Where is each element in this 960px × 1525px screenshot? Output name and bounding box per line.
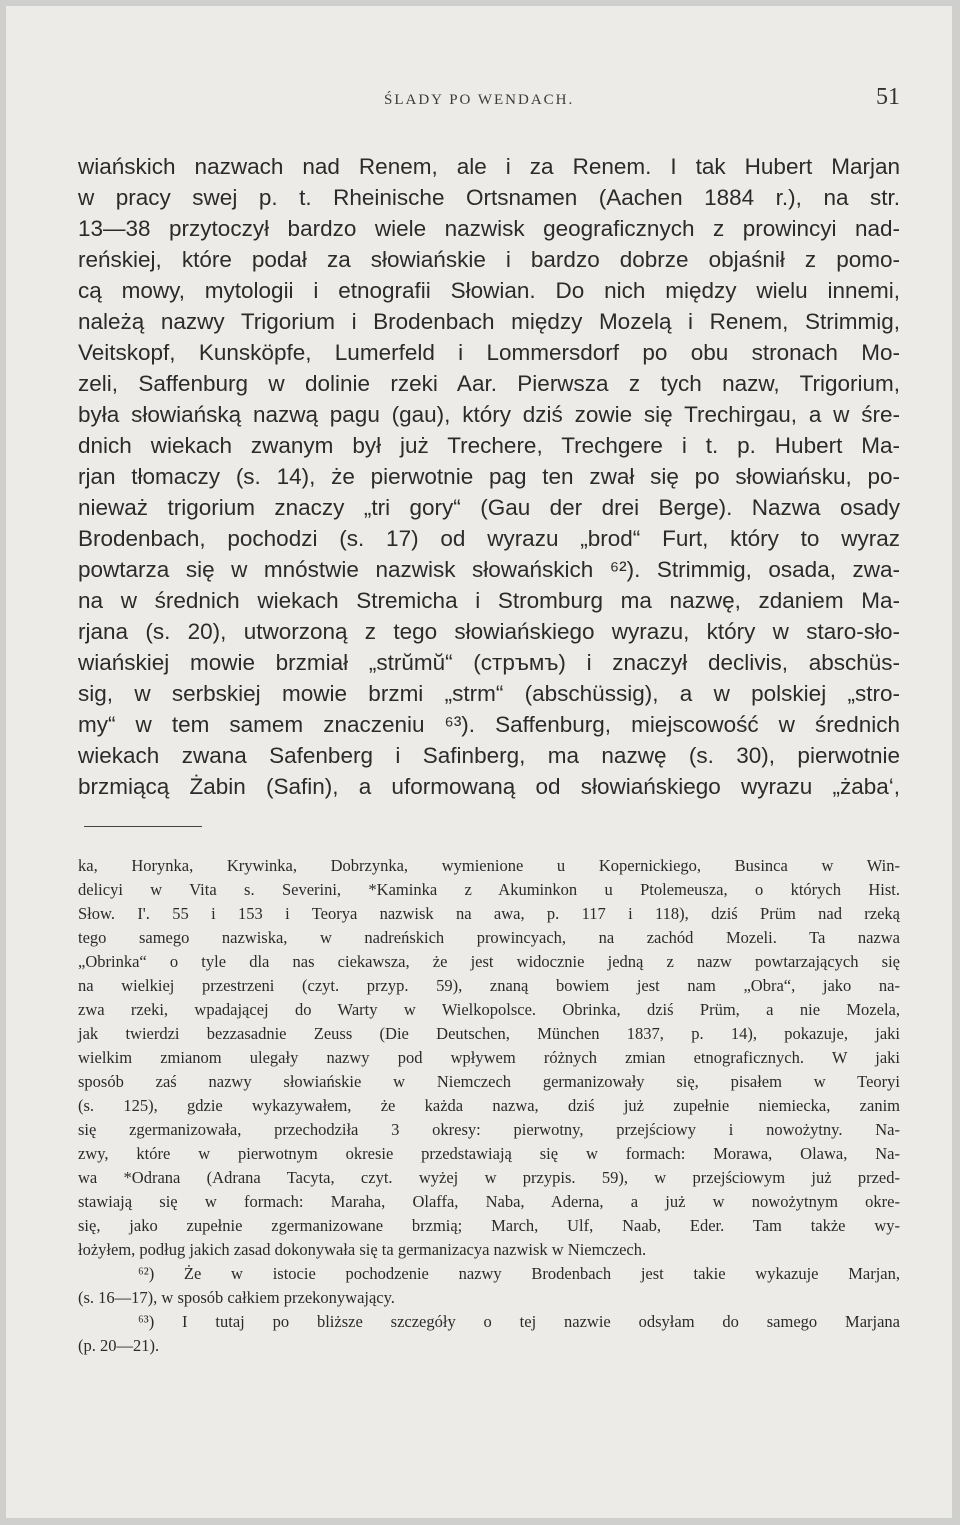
text-line: brzmiącą Żabin (Safin), a uformowaną od słowiańskiego wyrazu „żaba‘,: [78, 774, 900, 799]
footnote-63: ⁶³) I tutaj po bliższe szczegóły o tej nazwie odsyłam do samego Marjana: [138, 1312, 900, 1331]
footnote-line: jak twierdzi bezzasadnie Zeuss (Die Deutschen, München 1837, p. 14), pokazuje, jaki: [78, 1024, 900, 1043]
running-head: [6, 84, 952, 114]
text-line: rjan tłomaczy (s. 14), że pierwotnie pag ten zwał się po słowiańsku, po-: [78, 464, 900, 489]
text-line: cą mowy, mytologii i etnografii Słowian. Do nich między wielu innemi,: [78, 278, 900, 303]
text-line: była słowiańską nazwą pagu (gau), który dziś zowie się Trechirgau, a w śre-: [78, 402, 900, 427]
footnote-line: tego samego nazwiska, w nadreńskich prowincyach, na zachód Mozeli. Ta nazwa: [78, 928, 900, 947]
text-line: reńskiej, które podał za słowiańskie i bardzo dobrze objaśnił z pomo-: [78, 247, 900, 272]
footnote-line: stawiają się w formach: Maraha, Olaffa, Naba, Aderna, a już w nowożytnym okre-: [78, 1192, 900, 1211]
footnote-line: delicyi w Vita s. Severini, *Kaminka z Akuminkon u Ptolemeusza, o których Hist.: [78, 880, 900, 899]
text-line: zeli, Saffenburg w dolinie rzeki Aar. Pierwsza z tych nazw, Trigorium,: [78, 371, 900, 396]
footnote-line: wielkim zmianom ulegały nazwy pod wpływem różnych zmian etnograficznych. W jaki: [78, 1048, 900, 1067]
text-line: Brodenbach, pochodzi (s. 17) od wyrazu „brod“ Furt, który to wyraz: [78, 526, 900, 551]
text-line: na w średnich wiekach Stremicha i Stromburg ma nazwę, zdaniem Ma-: [78, 588, 900, 613]
footnote-line: na wielkiej przestrzeni (czyt. przyp. 59), znaną bowiem jest nam „Obra“, jako na-: [78, 976, 900, 995]
footnote-line: się, jako zupełnie zgermanizowane brzmią; March, Ulf, Naab, Eder. Tam także wy-: [78, 1216, 900, 1235]
footnote-separator: [84, 826, 202, 827]
running-title: ŚLADY PO WENDACH.: [384, 92, 575, 108]
text-line: wiańskiej mowie brzmiał „strŭmŭ“ (стръмъ) i znaczył declivis, abschüs-: [78, 650, 900, 675]
footnotes: [78, 854, 900, 1358]
footnote-line: zwa rzeki, wpadającej do Warty w Wielkopolsce. Obrinka, dziś Prüm, a nie Mozela,: [78, 1000, 900, 1019]
footnote-line: zwy, które w pierwotnym okresie przedstawiają się w formach: Morawa, Olawa, Na-: [78, 1144, 900, 1163]
book-page: [6, 6, 952, 1518]
text-line: należą nazwy Trigorium i Brodenbach między Mozelą i Renem, Strimmig,: [78, 309, 900, 334]
text-line: 13—38 przytoczył bardzo wiele nazwisk geograficznych z prowincyi nad-: [78, 216, 900, 241]
footnote-line: sposób zaś nazwy słowiańskie w Niemczech germanizowały się, pisałem w Teoryi: [78, 1072, 900, 1091]
text-line: w pracy swej p. t. Rheinische Ortsnamen (Aachen 1884 r.), na str.: [78, 185, 900, 210]
text-line: powtarza się w mnóstwie nazwisk słowańskich ⁶²). Strimmig, osada, zwa-: [78, 557, 900, 582]
text-line: nieważ trigorium znaczy „tri gory“ (Gau der drei Berge). Nazwa osady: [78, 495, 900, 520]
footnote-line: (s. 125), gdzie wykazywałem, że każda nazwa, dziś już zupełnie niemiecka, zanim: [78, 1096, 900, 1115]
text-line: my“ w tem samem znaczeniu ⁶³). Saffenburg, miejscowość w średnich: [78, 712, 900, 737]
footnote-line: Słow. I'. 55 i 153 i Teorya nazwisk na awa, p. 117 i 118), dziś Prüm nad rzeką: [78, 904, 900, 923]
main-text: [78, 151, 900, 802]
footnote-line: wa *Odrana (Adrana Tacyta, czyt. wyżej w przypis. 59), w przejściowym już przed-: [78, 1168, 900, 1187]
text-line: dnich wiekach zwanym był już Trechere, Trechgere i t. p. Hubert Ma-: [78, 433, 900, 458]
footnote-62: ⁶²) Że w istocie pochodzenie nazwy Brodenbach jest takie wykazuje Marjan,: [138, 1264, 900, 1283]
footnote-line: (s. 16—17), w sposób całkiem przekonywający.: [78, 1288, 395, 1307]
footnote-line: „Obrinka“ o tyle dla nas ciekawsza, że jest widocznie jedną z nazw powtarzających się: [78, 952, 900, 971]
footnote-line: się zgermanizowała, przechodziła 3 okresy: pierwotny, przejściowy i nowożytny. Na-: [78, 1120, 900, 1139]
footnote-line: (p. 20—21).: [78, 1336, 160, 1355]
footnote-line: łożyłem, podług jakich zasad dokonywała się ta germanizacya nazwisk w Niemczech.: [78, 1240, 647, 1259]
page-number: 51: [876, 84, 900, 110]
footnote-line: ka, Horynka, Krywinka, Dobrzynka, wymienione u Kopernickiego, Businca w Win-: [78, 856, 900, 875]
text-line: wiańskich nazwach nad Renem, ale i za Renem. I tak Hubert Marjan: [78, 154, 900, 179]
text-line: wiekach zwana Safenberg i Safinberg, ma nazwę (s. 30), pierwotnie: [78, 743, 900, 768]
text-line: rjana (s. 20), utworzoną z tego słowiańskiego wyrazu, który w staro-sło-: [78, 619, 900, 644]
text-line: sig, w serbskiej mowie brzmi „strm“ (abschüssig), a w polskiej „stro-: [78, 681, 900, 706]
text-line: Veitskopf, Kunsköpfe, Lumerfeld i Lommersdorf po obu stronach Mo-: [78, 340, 900, 365]
